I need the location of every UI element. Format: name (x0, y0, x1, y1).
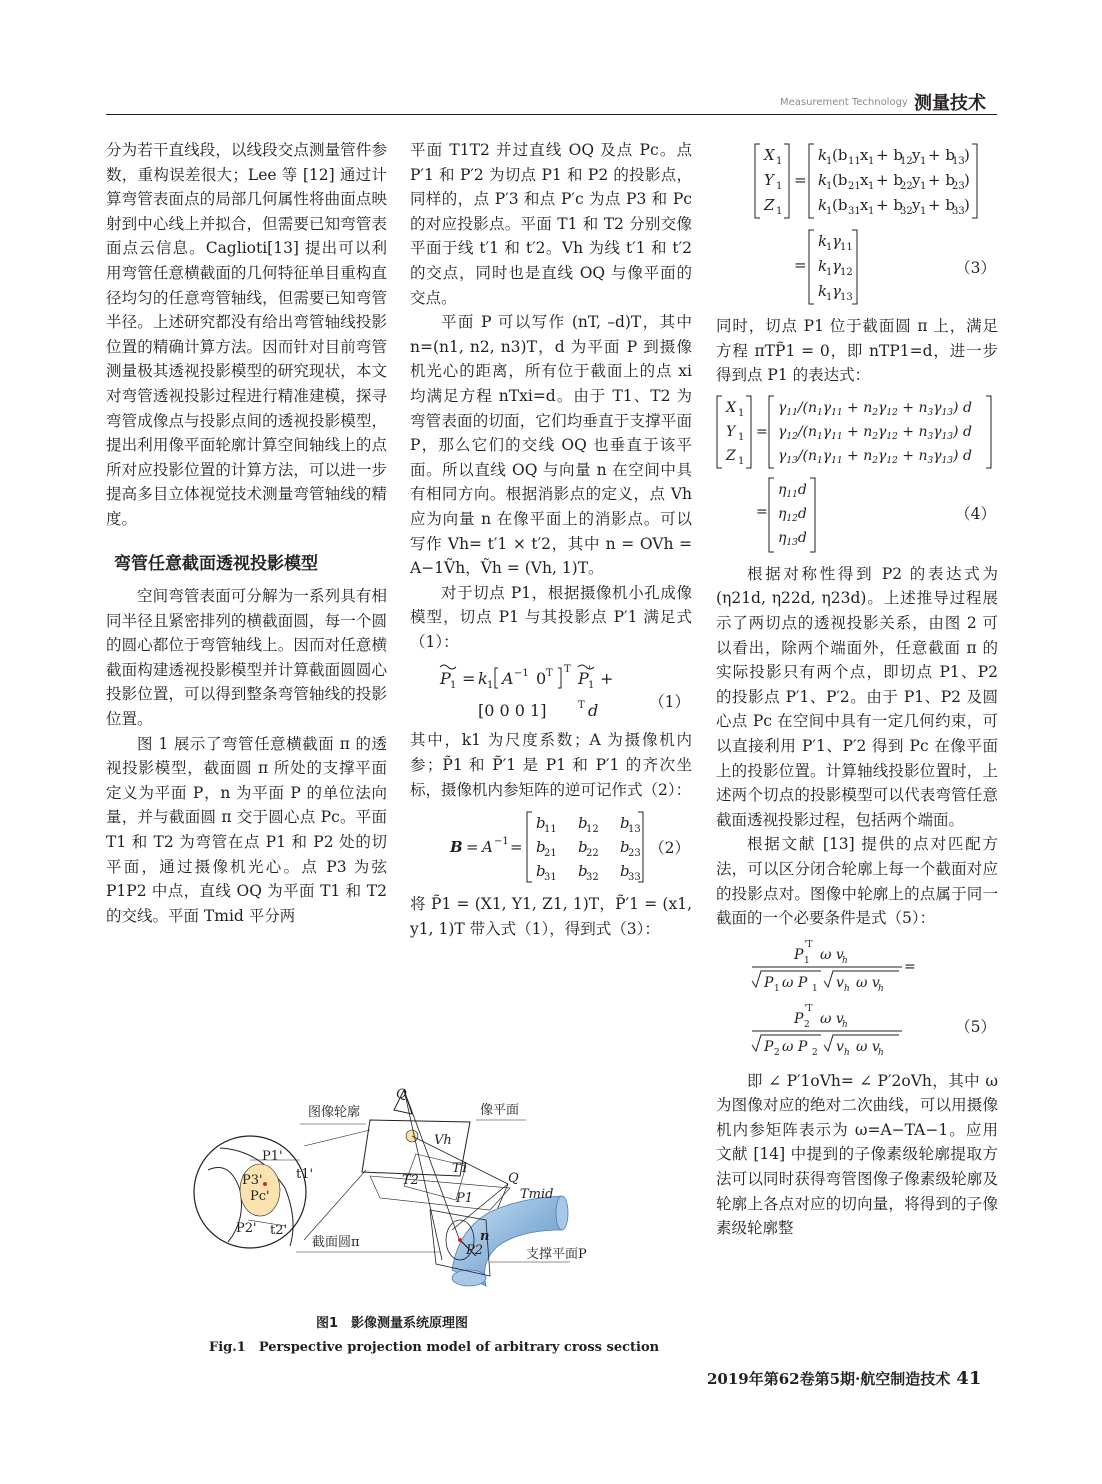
svg-text:v: v (836, 1038, 844, 1055)
svg-text:22: 22 (900, 181, 913, 192)
svg-text:Y: Y (764, 171, 774, 189)
svg-text:h: h (844, 1047, 850, 1058)
svg-text:X: X (764, 146, 775, 164)
equation-2 (410, 806, 692, 886)
svg-text:1: 1 (776, 206, 783, 217)
svg-text:ω v: ω v (820, 1010, 844, 1027)
svg-text:'T: 'T (804, 939, 813, 950)
label-tmid: Tmid (520, 1187, 554, 1202)
label-q-top: Q (396, 1087, 407, 1102)
svg-text:y: y (912, 171, 921, 189)
svg-text:Z: Z (764, 196, 775, 214)
svg-text:0: 0 (536, 669, 547, 689)
svg-text:b: b (536, 814, 546, 833)
svg-text:1: 1 (776, 156, 783, 167)
svg-text:+ b: + b (876, 196, 903, 214)
label-t1-prime: t1' (296, 1167, 314, 1182)
paragraph-decomposition: 空间弯管表面可分解为一系列具有相同半径且紧密排列的横截面圆，每一个圆的圆心都位于弯管轴线上。因而对任意横截面构建透视投影模型并计算截面圆圆心投影位置，可以得到整条弯管轴线的投影位置。 (106, 587, 387, 729)
svg-text:1: 1 (826, 267, 833, 278)
figure-caption-cn: 图1 影像测量系统原理图 (316, 1316, 469, 1331)
svg-text:T: T (578, 700, 585, 712)
svg-text:): ) (964, 146, 970, 164)
svg-text:=: = (794, 256, 807, 274)
label-p2-prime: P2' (236, 1221, 257, 1236)
svg-text:1: 1 (826, 242, 833, 253)
svg-text:): ) (964, 196, 970, 214)
svg-text:+ b: + b (928, 196, 955, 214)
header-rule (106, 114, 997, 115)
paragraph-plane-constraint: 同时，切点 P1 位于截面圆 π 上，满足方程 πTP̃1 = 0，即 nTP1=d，进一步得到点 P1 的表达式： (716, 317, 998, 385)
svg-text:b: b (620, 838, 630, 857)
svg-text:+ b: + b (876, 146, 903, 164)
svg-text:η13d: $\eta_{13}d$ (778, 529, 807, 548)
svg-text:b: b (578, 862, 588, 881)
svg-text:=: = (462, 669, 476, 689)
svg-text:+ b: + b (876, 171, 903, 189)
svg-text:1: 1 (487, 680, 494, 692)
svg-text:1: 1 (868, 156, 875, 167)
equation-4-graphic (716, 392, 998, 556)
svg-text:x: x (860, 146, 869, 164)
svg-text:P: P (440, 669, 451, 689)
svg-text:11: 11 (544, 824, 557, 836)
svg-text:=: = (510, 838, 523, 857)
svg-text:γ: γ (832, 232, 841, 250)
svg-text:γ: γ (832, 257, 841, 275)
svg-text:ω P: ω P (782, 1038, 808, 1055)
paragraph-subpixel: 即 ∠ P′1oVh= ∠ P′2oVh，其中 ω 为图像对应的绝对二次曲线，可以用摄像机内参矩阵表示为 ω=A−TA−1。应用文献 [14] 中提到的子像素级轮廓提取方法可以同时获得弯管图像子像素级轮廓及轮廓上各点对应的切向量，将得到的子像素级轮廓整 (716, 1071, 998, 1238)
svg-text:1: 1 (826, 156, 833, 167)
svg-text:11: 11 (848, 156, 861, 167)
svg-text:2: 2 (774, 1047, 780, 1058)
svg-text:b: b (620, 862, 630, 881)
svg-text:A: A (502, 669, 514, 689)
section-title: 弯管任意截面透视投影模型 (114, 553, 318, 574)
equation-1 (410, 658, 692, 722)
svg-text:13: 13 (952, 156, 965, 167)
journal-name-en: Measurement Technology (780, 97, 908, 108)
equation-5-graphic (716, 935, 998, 1063)
svg-text:1: 1 (738, 431, 745, 443)
equation-3-number: （3） (955, 259, 996, 277)
svg-text:h: h (878, 983, 884, 994)
svg-text:T: T (564, 664, 571, 676)
page-number: 41 (956, 1368, 982, 1389)
svg-text:T: T (546, 668, 553, 680)
svg-text:b: b (536, 838, 546, 857)
svg-text:y: y (912, 196, 921, 214)
svg-text:k: k (818, 257, 828, 275)
svg-text:d: d (588, 701, 599, 721)
equation-4 (716, 392, 998, 556)
svg-text:P: P (794, 1010, 804, 1027)
svg-text:y: y (912, 146, 921, 164)
svg-text:22: 22 (586, 848, 599, 860)
svg-text:=: = (466, 838, 479, 857)
equation-2-number: （2） (649, 839, 690, 858)
svg-text:1: 1 (826, 292, 833, 303)
svg-text:ω v: ω v (856, 1038, 880, 1055)
svg-text:k: k (818, 196, 828, 214)
svg-text:h: h (878, 1047, 884, 1058)
svg-text:1: 1 (450, 680, 457, 692)
svg-text:X: X (726, 399, 736, 416)
svg-text:b: b (620, 814, 630, 833)
svg-text:γ13/(n1γ11 + n2γ12 + n3γ13) d: $\gamma_{13}/(n_1\gamma_{11} + n_2\gamma_{12} + n_3\gamma_{13})$ d (778, 447, 972, 466)
svg-text:33: 33 (628, 872, 641, 884)
equation-5-number: （5） (955, 1017, 996, 1036)
svg-text:1: 1 (920, 181, 927, 192)
label-q-right: Q (508, 1171, 519, 1186)
svg-text:32: 32 (900, 206, 913, 217)
svg-text:η12d: $\eta_{12}d$ (778, 505, 807, 524)
svg-text:32: 32 (586, 872, 599, 884)
svg-text:Y: Y (726, 423, 736, 440)
paragraph-substitute: 将 P̃1 = (X1, Y1, Z1, 1)T，P̃′1 = (x1, y1, 1)T 带入式（1），得到式（3）： (410, 895, 692, 938)
svg-text:23: 23 (952, 181, 965, 192)
label-t2: T2 (402, 1173, 419, 1188)
svg-text:2: 2 (804, 1019, 810, 1030)
svg-text:1: 1 (776, 181, 783, 192)
svg-text:x: x (860, 171, 869, 189)
svg-text:23: 23 (628, 848, 641, 860)
label-image-contour: 图像轮廓 (308, 1105, 361, 1120)
svg-text:v: v (836, 974, 844, 991)
label-normal-n: n (480, 1229, 490, 1244)
svg-text:21: 21 (544, 848, 557, 860)
svg-text:k: k (818, 146, 828, 164)
label-pc-prime: Pc' (250, 1189, 270, 1204)
paragraph-projection-points: 平面 T1T2 并过直线 OQ 及点 Pc。点 P′1 和 P′2 为切点 P1 和 P2 的投影点，同样的，点 P′3 和点 P′c 为点 P3 和 Pc 的对应投影点。平面 T1 和 T2 分别交像平面于线 t′1 和 t′2。Vh 为线 t′1 和 t′2 的交点，同时也是直线 OQ 与像平面的交点。 (410, 141, 692, 307)
svg-text:P: P (794, 946, 804, 963)
equation-3 (716, 140, 998, 308)
svg-text:1: 1 (868, 206, 875, 217)
svg-text:1: 1 (812, 983, 818, 994)
svg-text:b: b (536, 862, 546, 881)
svg-text:+ b: + b (928, 146, 955, 164)
svg-text:(b: (b (832, 146, 848, 164)
svg-text:1: 1 (738, 455, 745, 467)
equation-5 (716, 935, 998, 1063)
svg-text:12: 12 (586, 824, 599, 836)
svg-text:h: h (844, 983, 850, 994)
svg-text:'T: 'T (804, 1003, 813, 1014)
paragraph-pinhole-model: 对于切点 P1，根据摄像机小孔成像模型，切点 P1 与其投影点 P′1 满足式（1）： (410, 583, 692, 651)
svg-text:k: k (818, 232, 828, 250)
figure-caption-en: Fig.1 Perspective projection model of arbitrary cross section (209, 1340, 660, 1355)
svg-text:1: 1 (920, 206, 927, 217)
svg-text:1: 1 (588, 680, 595, 692)
svg-text:−1: −1 (494, 836, 509, 848)
svg-text:+ b: + b (928, 171, 955, 189)
svg-text:13: 13 (840, 292, 853, 303)
svg-text:21: 21 (848, 181, 861, 192)
equation-1-number: （1） (649, 693, 690, 712)
svg-text:x: x (860, 196, 869, 214)
equation-4-number: （4） (955, 504, 996, 523)
label-p1: P1 (456, 1191, 474, 1206)
svg-text:1: 1 (826, 206, 833, 217)
label-p2: P2 (466, 1243, 484, 1258)
svg-text:1: 1 (804, 955, 810, 966)
svg-text:h: h (842, 1019, 848, 1030)
paragraph-symmetry: 根据对称性得到 P2 的表达式为 (η21d, η22d, η23d)。上述推导过程展示了两切点的透视投影关系，由图 2 可以看出，除两个端面外，任意截面 π 的实际投影只有两个点，即切点 P1、P2 的投影点 P′1、P′2。由于 P1、P2 及圆心点 Pc 在空间中具有一定几何约束，可以直接利用 P′1、P′2 得到 Pc 在像平面上的投影位置。计算轴线投影位置时，上述两个切点的投影模型可以代表弯管任意截面透视投影过程，包括两个端面。 (716, 564, 998, 829)
label-section-circle: 截面圆π (312, 1235, 360, 1250)
svg-text:h: h (842, 955, 848, 966)
svg-text:P: P (578, 669, 589, 689)
label-support-plane: 支撑平面P (526, 1247, 587, 1262)
svg-text:[0 0 0 1]: [0 0 0 1] (478, 701, 547, 721)
svg-text:=: = (756, 503, 768, 520)
paragraph-intrinsic: 其中，k1 为尺度系数；A 为摄像机内参；P̃1 和 P̃′1 是 P1 和 P′1 的齐次坐标，摄像机内参矩阵的逆可记作式（2）： (410, 731, 692, 799)
svg-text:1: 1 (738, 407, 745, 419)
label-p3-prime: P3' (242, 1173, 263, 1188)
label-p1-prime: P1' (262, 1149, 283, 1164)
svg-text:B: B (450, 838, 463, 857)
paragraph-plane-definition: 平面 P 可以写作 (nT, –d)T，其中 n=(n1, n2, n3)T，d 为平面 P 到摄像机光心的距离，所有位于截面上的点 xi 均满足方程 nTxi=d。由于 T1、T2 为弯管表面的切面，它们均垂直于支撑平面 P，那么它们的交线 OQ 也垂直于该平面。所以直线 OQ 与向量 n 在空间中具有相同方向。根据消影点的定义，点 Vh 应为向量 n 在像平面上的消影点。可以写作 Vh= t′1 × t′2，其中 n = OVh = A−1Ṽh，Ṽh = (Vh, 1)T。 (410, 313, 692, 578)
svg-text:=: = (794, 171, 807, 189)
label-t2-prime: t2' (270, 1223, 288, 1238)
label-t1: T1 (452, 1161, 469, 1176)
issue-info: 2019年第62卷第5期·航空制造技术 (707, 1370, 951, 1388)
svg-text:γ12/(n1γ11 + n2γ12 + n3γ13) d: $\gamma_{12}/(n_1\gamma_{11} + n_2\gamma_{12} + n_3\gamma_{13})$ d (778, 423, 972, 442)
svg-text:1: 1 (774, 983, 780, 994)
paragraph-literature: 分为若干直线段，以线段交点测量管件参数，重构误差很大；Lee 等 [12] 通过计算弯管表面点的局部几何属性将曲面点映射到中心线上并拟合，但需要已知弯管表面点云信息。Caglioti[13] 提出可以利用弯管任意横截面的几何特征单目重构直径均匀的任意弯管轴线，但需要已知弯管半径。上述研究都没有给出弯管轴线投影位置的精确计算方法。因而针对目前弯管测量极其透视投影模型的研究现状，本文对弯管透视投影过程进行精准建模，探寻弯管成像点与投影点间的透视投影模型，提出利用像平面轮廓计算空间轴线上的点所对应投影位置的计算方法，可以进一步提高多目立体视觉技术测量弯管轴线的精度。 (106, 141, 387, 528)
column-1 (106, 138, 387, 928)
page-footer (707, 1368, 981, 1389)
column-2 (410, 138, 692, 941)
plane-t2 (370, 1176, 510, 1210)
svg-text:k: k (818, 282, 828, 300)
svg-text:=: = (756, 423, 768, 440)
equation-3-graphic (716, 140, 998, 308)
svg-text:γ: γ (832, 282, 841, 300)
svg-text:31: 31 (544, 872, 557, 884)
svg-text:b: b (578, 814, 588, 833)
svg-text:33: 33 (952, 206, 965, 217)
svg-text:): ) (964, 171, 970, 189)
svg-text:P: P (764, 1038, 774, 1055)
svg-text:+: + (600, 669, 614, 689)
svg-text:13: 13 (628, 824, 641, 836)
label-vh: Vh (434, 1133, 452, 1148)
svg-text:k: k (818, 171, 828, 189)
svg-text:1: 1 (920, 156, 927, 167)
center-projection-dot (263, 1182, 267, 1186)
svg-text:b: b (578, 838, 588, 857)
svg-text:=: = (904, 958, 916, 975)
svg-text:Z: Z (726, 447, 736, 464)
svg-text:ω v: ω v (820, 946, 844, 963)
svg-text:P: P (764, 974, 774, 991)
svg-text:11: 11 (840, 242, 853, 253)
svg-text:(b: (b (832, 196, 848, 214)
paragraph-figure-description: 图 1 展示了弯管任意横截面 π 的透视投影模型，截面圆 π 所处的支撑平面定义为平面 P，n 为平面 P 的单位法向量，并与截面圆 π 交于圆心点 Pc。平面 T1 和 T2 为弯管在点 P1 和 P2 处的切平面，通过摄像机光心。点 P3 为弦 P1P2 中点，直线 OQ 为平面 T1 和 T2 的交线。平面 Tmid 平分两 (106, 734, 387, 925)
svg-text:1: 1 (826, 181, 833, 192)
svg-text:−1: −1 (514, 668, 529, 680)
svg-text:2: 2 (812, 1047, 818, 1058)
svg-text:A: A (482, 838, 493, 857)
label-image-plane: 像平面 (480, 1103, 520, 1118)
svg-text:ω v: ω v (856, 974, 880, 991)
svg-text:η11d: $\eta_{11}d$ (778, 481, 807, 500)
journal-name-cn: 测量技术 (914, 93, 986, 114)
svg-text:γ11/(n1γ11 + n2γ12 + n3γ13) d: $\gamma_{11}/(n_1\gamma_{11} + n_2\gamma_{12} + n_3\gamma_{13})$ d (778, 399, 972, 418)
svg-text:(b: (b (832, 171, 848, 189)
svg-text:12: 12 (900, 156, 913, 167)
svg-text:31: 31 (848, 206, 861, 217)
svg-text:k: k (478, 669, 488, 689)
column-3 (716, 140, 998, 1241)
svg-text:ω P: ω P (782, 974, 808, 991)
svg-text:1: 1 (868, 181, 875, 192)
svg-text:12: 12 (840, 267, 853, 278)
svg-text:': ' (588, 665, 591, 677)
figure-1 (190, 1080, 620, 1295)
paragraph-matching: 根据文献 [13] 提供的点对匹配方法，可以区分闭合轮廓上每一个截面对应的投影点对。图像中轮廓上的点属于同一截面的一个必要条件是式（5）： (716, 835, 998, 928)
